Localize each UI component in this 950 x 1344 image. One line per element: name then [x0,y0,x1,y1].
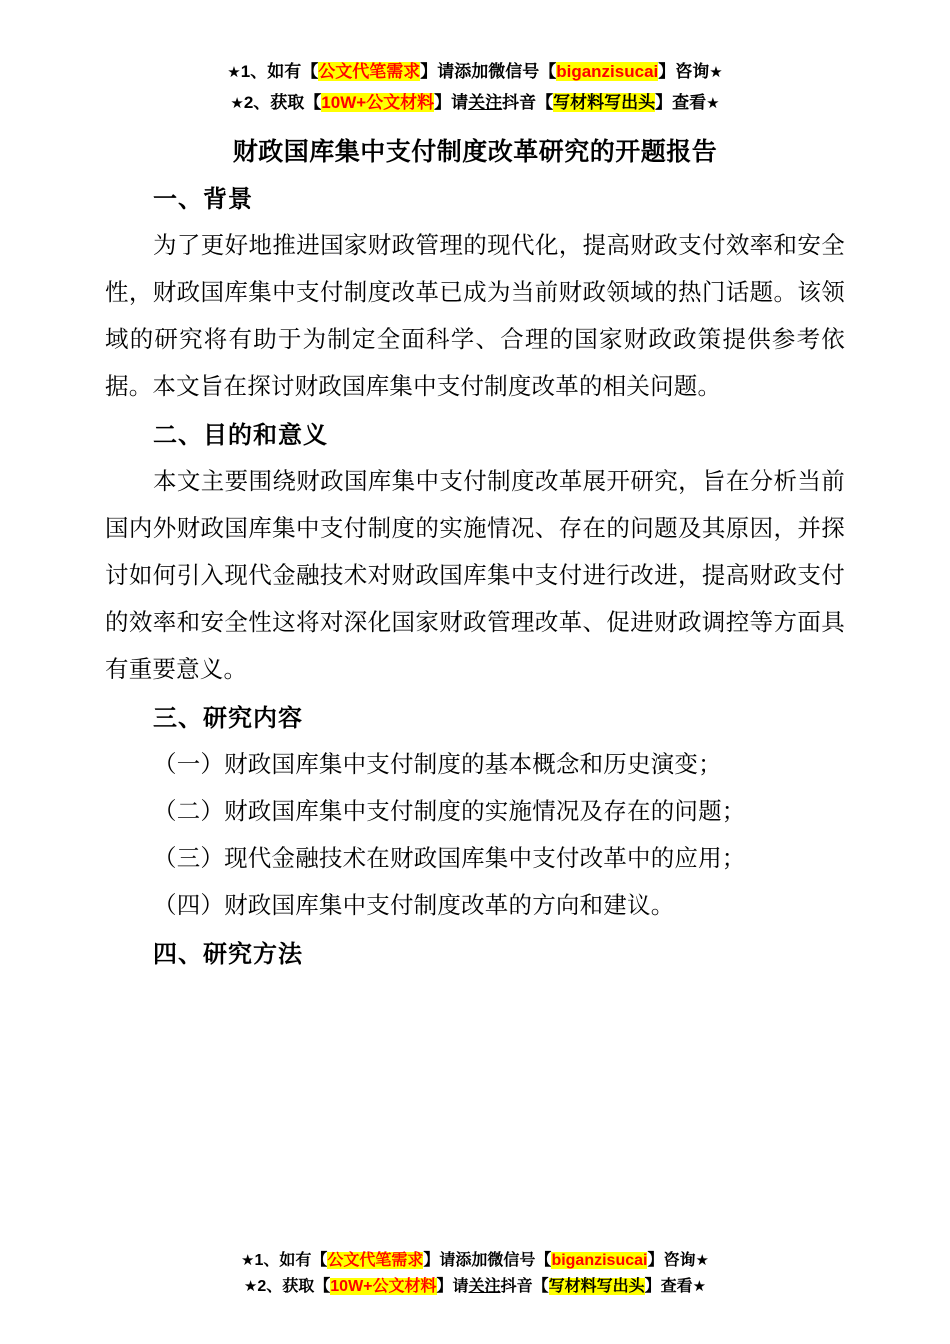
section-2-paragraph-1: 本文主要围绕财政国库集中支付制度改革展开研究，旨在分析当前国内外财政国库集中支付制度的实施情况、存在的问题及其原因，并探讨如何引入现代金融技术对财政国库集中支付进行改进，提高财政支付的效率和安全性这将对深化国家财政管理改革、促进财政调控等方面具有重要意义。 [105,468,845,682]
promo-bottom-line2-mid2: 抖音【 [500,1278,549,1295]
promo-bottom-line2-mid1: 】请 [436,1278,469,1295]
section-heading-1: 一、背景 [153,186,253,213]
star-right-icon: ★ [695,1252,709,1269]
star-left-icon: ★ [230,95,244,112]
section-1-paragraph-1: 为了更好地推进国家财政管理的现代化，提高财政支付效率和安全性，财政国库集中支付制度改革已成为当前财政领域的热门话题。该领域的研究将有助于为制定全面科学、合理的国家财政政策提供参考依据。本文旨在探讨财政国库集中支付制度改革的相关问题。 [105,232,845,399]
promo-top-line1-prefix: 1、如有【 [240,62,319,81]
promo-top-line2-highlight1: 10W+公文材料 [321,93,435,112]
section-3-item-3: （三）现代金融技术在财政国库集中支付改革中的应用； [153,845,746,871]
promo-bottom-line2-highlight1: 10W+公文材料 [330,1278,437,1295]
promo-bottom-line2-underline: 关注 [468,1278,501,1295]
promo-bottom-line1-mid1: 】请添加微信号【 [423,1252,552,1269]
promo-top-line2-prefix: 2、获取【 [243,93,322,112]
promo-banner-bottom-line2 [105,1274,845,1300]
star-right-icon: ★ [706,95,720,112]
promo-bottom-line1-mid2: 】咨询 [647,1252,696,1269]
section-heading-4: 四、研究方法 [153,941,303,968]
promo-banner-bottom [105,1248,845,1300]
promo-bottom-line2-mid3: 】查看 [644,1278,693,1295]
section-3-item-1: （一）财政国库集中支付制度的基本概念和历史演变； [153,751,722,777]
promo-top-line2-mid1: 】请 [434,93,469,112]
promo-top-line1-mid1: 】请添加微信号【 [420,62,557,81]
section-heading-2: 二、目的和意义 [153,422,328,449]
page-title: 财政国库集中支付制度改革研究的开题报告 [232,138,718,166]
promo-banner-top-line1 [105,58,845,87]
star-right-icon: ★ [709,64,723,81]
promo-top-line1-highlight2: biganzisucai [556,62,659,81]
promo-bottom-line2-highlight2: 写材料写出头 [548,1278,645,1295]
promo-top-line1-highlight1: 公文代笔需求 [318,62,421,81]
section-3-item-4: （四）财政国库集中支付制度改革的方向和建议。 [153,892,675,918]
promo-top-line2-highlight2: 写材料写出头 [553,93,656,112]
promo-bottom-line1-highlight1: 公文代笔需求 [327,1252,424,1269]
section-3-item-2: （二）财政国库集中支付制度的实施情况及存在的问题； [153,798,746,824]
star-right-icon: ★ [692,1278,707,1295]
promo-bottom-line1-prefix: 1、如有【 [254,1252,328,1269]
promo-top-line2-mid2: 抖音【 [502,93,554,112]
promo-banner-bottom-line1 [105,1248,845,1274]
promo-top-line2-mid3: 】查看 [655,93,707,112]
star-left-icon: ★ [243,1278,258,1295]
star-left-icon: ★ [241,1252,255,1269]
star-left-icon: ★ [227,64,241,81]
section-heading-3: 三、研究内容 [153,705,303,732]
promo-bottom-line2-prefix: 2、获取【 [257,1278,331,1295]
promo-top-line1-mid2: 】咨询 [658,62,710,81]
promo-banner-top-line2 [105,89,845,118]
promo-bottom-line1-highlight2: biganzisucai [551,1252,648,1269]
promo-top-line2-underline: 关注 [468,93,503,112]
